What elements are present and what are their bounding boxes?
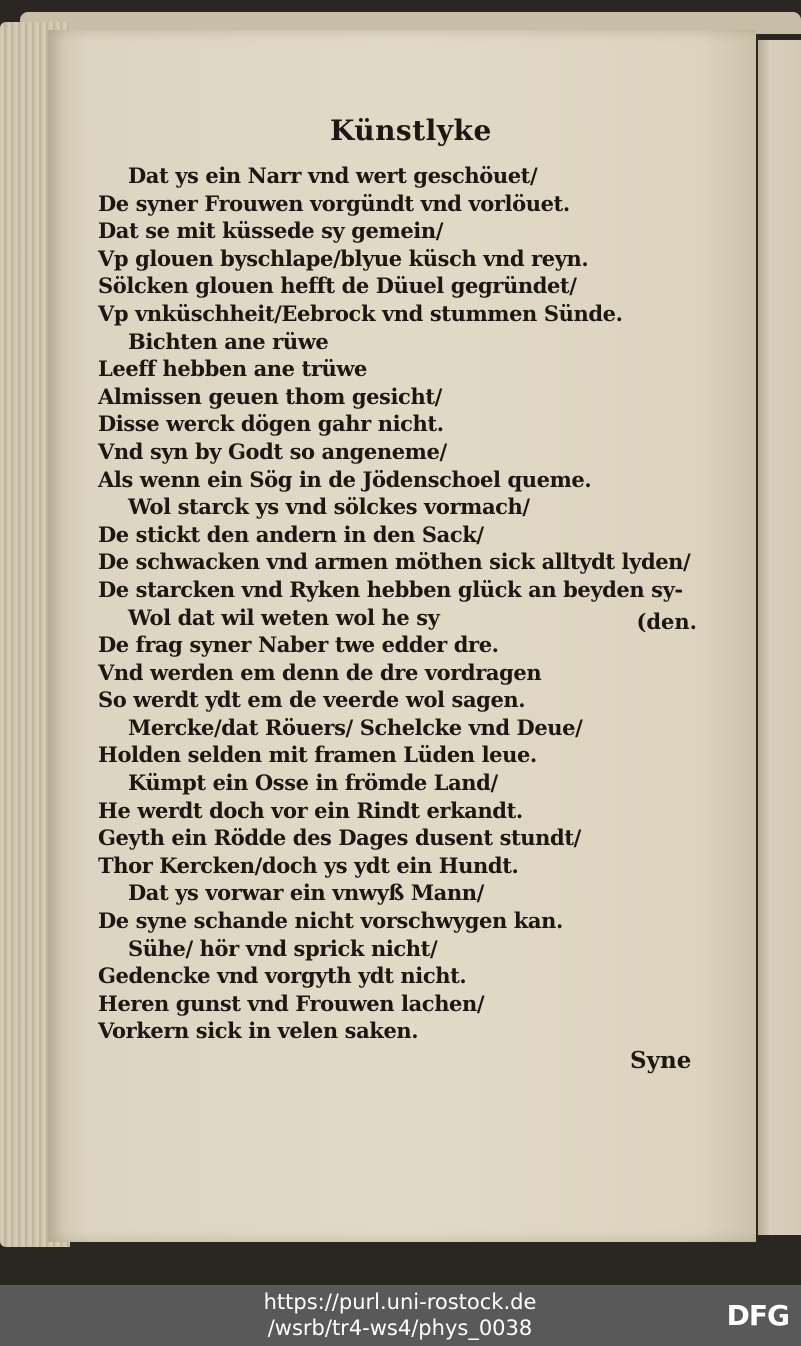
facing-page-edge [758,40,801,1235]
text-line: De stickt den andern in den Sack/ [98,521,484,547]
text-line: He werdt doch vor ein Rindt erkandt. [98,797,523,823]
permalink-line-1: https://purl.uni-rostock.de [263,1290,537,1314]
text-line: Almissen geuen thom gesicht/ [98,383,442,409]
text-line: Wol starck ys vnd sölckes vormach/ [128,494,530,520]
text-line: Gedencke vnd vorgyth ydt nicht. [98,963,467,989]
text-line: So werdt ydt em de veerde wol sagen. [98,687,526,713]
line-continuation: (den. [636,609,697,634]
permalink-line-2: /wsrb/tr4-ws4/phys_0038 [267,1316,533,1340]
catchword: Syne [630,1047,692,1074]
text-line: Sölcken glouen hefft de Düuel gegründet/ [98,273,577,299]
text-line: Dat ys ein Narr vnd wert geschöuet/ [128,163,538,188]
text-line: Sühe/ hör vnd sprick nicht/ [128,935,438,961]
text-line: Wol dat wil weten wol he sy [128,604,440,630]
text-line: Vp vnküschheit/Eebrock vnd stummen Sünde. [98,300,623,326]
text-line: Dat se mit küssede sy gemein/ [98,218,443,244]
text-line: De syner Frouwen vorgündt vnd vorlöuet. [98,190,570,216]
text-line: Holden selden mit framen Lüden leue. [98,742,537,768]
viewer-footer [0,1285,801,1346]
text-line: Als wenn ein Sög in de Jödenschoel queme. [98,466,592,492]
text-line: Vp glouen byschlape/blyue küsch vnd reyn. [98,245,589,271]
text-line: Mercke/dat Röuers/ Schelcke vnd Deue/ [128,714,583,740]
text-line: Disse werck dögen gahr nicht. [98,411,444,437]
text-line: Dat ys vorwar ein vnwyß Mann/ [128,880,484,906]
text-line: De syne schande nicht vorschwygen kan. [98,908,563,934]
text-line: Thor Kercken/doch ys ydt ein Hundt. [98,852,519,878]
text-line: De schwacken vnd armen möthen sick alltydt lyden/ [98,549,691,575]
text-line: Vorkern sick in velen saken. [98,1018,419,1044]
running-head: Künstlyke [330,114,492,147]
text-line: Kümpt ein Osse in frömde Land/ [128,770,498,796]
page-text [98,162,698,1045]
text-line: Vnd syn by Godt so angeneme/ [98,438,447,464]
text-line: Bichten ane rüwe [128,328,329,354]
text-line: Geyth ein Rödde des Dages dusent stundt/ [98,825,581,851]
text-line: De starcken vnd Ryken hebben glück an beyden sy- [98,576,683,602]
dfg-logo: DFG [726,1299,789,1332]
permalink[interactable] [200,1289,600,1341]
text-line: Leeff hebben ane trüwe [98,356,368,382]
text-line: Heren gunst vnd Frouwen lachen/ [98,990,485,1016]
text-line: De frag syner Naber twe edder dre. [98,632,499,658]
text-line: Vnd werden em denn de dre vordragen [98,659,542,685]
